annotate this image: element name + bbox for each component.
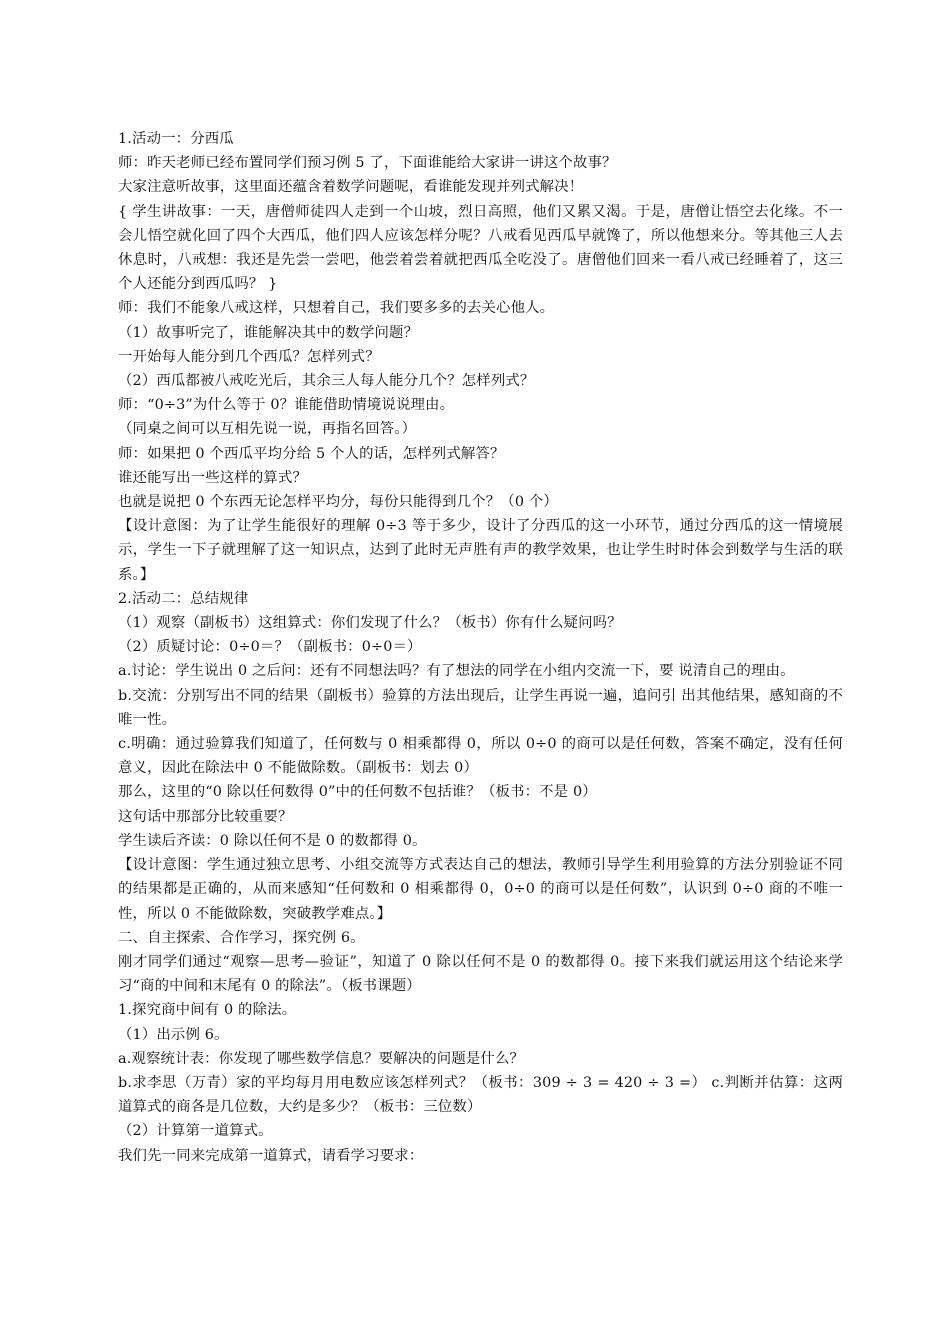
paragraph: a.观察统计表：你发现了哪些数学信息？要解决的问题是什么？ [118, 1050, 525, 1067]
paragraph: （1）故事听完了，谁能解决其中的数学问题？ [118, 324, 419, 341]
paragraph: c.明确：通过验算我们知道了，任何数与 0 相乘都得 0，所以 0÷0 的商可以是任何数，答案不确定，没有任何意义，因此在除法中 0 不能做除数。（副板书：划去 0） [118, 736, 843, 777]
paragraph: 这句话中那部分比较重要？ [118, 808, 293, 825]
paragraph: 刚才同学们通过“观察—思考—验证”，知道了 0 除以任何不是 0 的数都得 0。接下来我们就运用这个结论来学习“商的中间和末尾有 0 的除法”。（板书课题） [118, 953, 843, 995]
section-heading: 二、自主探索、合作学习，探究例 6。 [118, 929, 365, 946]
paragraph: 那么，这里的“0 除以任何数得 0”中的任何数不包括谁？（板书：不是 0） [118, 784, 597, 801]
design-intent-note: 【设计意图：学生通过独立思考、小组交流等方式表达自己的想法，教师引导学生利用验算的方法分别验证不同的结果都是正确的，从而来感知“任何数和 0 相乘都得 0，0÷0 的商可以是任何数”，认识到 0÷0 商的不唯一性，所以 0 不能做除数，突破教学难点。】 [118, 857, 843, 922]
document-body [118, 127, 843, 1168]
paragraph: 师：如果把 0 个西瓜平均分给 5 个人的话，怎样列式解答？ [118, 445, 505, 462]
paragraph: 师：昨天老师已经布置同学们预习例 5 了，下面谁能给大家讲一讲这个故事？ [118, 155, 617, 172]
paragraph: （2）质疑讨论：0÷0＝？（副板书：0÷0＝） [118, 639, 422, 656]
paragraph: 师：我们不能象八戒这样，只想着自己，我们要多多的去关心他人。 [118, 300, 555, 317]
paragraph: （1）出示例 6。 [118, 1026, 229, 1043]
paragraph: b.交流：分别写出不同的结果（副板书）验算的方法出现后，让学生再说一遍，追问引 出其他结果，感知商的不唯一性。 [118, 687, 843, 728]
heading-activity-2: 2.活动二：总结规律 [118, 590, 249, 607]
story-paragraph: { 学生讲故事：一天，唐僧师徒四人走到一个山坡，烈日高照，他们又累又渴。于是，唐僧让悟空去化缘。不一会儿悟空就化回了四个大西瓜，他们四人应该怎样分呢？八戒看见西瓜早就馋了，所以他想来分。等其他三人去休息时，八戒想：我还是先尝一尝吧，他尝着尝着就把西瓜全吃没了。唐僧他们回来一看八戒已经睡着了，这三个人还能分到西瓜吗？ } [118, 203, 843, 293]
heading-activity-1: 1.活动一：分西瓜 [118, 131, 234, 147]
paragraph: （2）计算第一道算式。 [118, 1123, 273, 1140]
paragraph: 大家注意听故事，这里面还蕴含着数学问题呢，看谁能发现并列式解决！ [118, 179, 584, 196]
paragraph: 谁还能写出一些这样的算式？ [118, 469, 308, 486]
paragraph: 我们先一同来完成第一道算式，请看学习要求： [118, 1147, 424, 1164]
paragraph: 学生读后齐读：0 除以任何不是 0 的数都得 0。 [118, 832, 427, 849]
paragraph: 也就是说把 0 个东西无论怎样平均分，每份只能得到几个？（0 个） [118, 494, 558, 511]
paragraph: 一开始每人能分到几个西瓜？怎样列式？ [118, 348, 380, 365]
paragraph: a.讨论：学生说出 0 之后问：还有不同想法吗？有了想法的同学在小组内交流一下，要 说清自己的理由。 [118, 663, 795, 680]
paragraph: （1）观察（副板书）这组算式：你们发现了什么？（板书）你有什么疑问吗？ [118, 615, 622, 632]
paragraph: （同桌之间可以互相先说一说，再指名回答。） [118, 421, 417, 438]
paragraph: 师：“0÷3”为什么等于 0？谁能借助情境说说理由。 [118, 397, 455, 414]
paragraph: b.求李思（万青）家的平均每月用电数应该怎样列式？（板书：309 ÷ 3 = 420 ÷ 3 =） c.判断并估算：这两道算式的商各是几位数，大约是多少？（板书：三位数） [118, 1074, 843, 1116]
design-intent-note: 【设计意图：为了让学生能很好的理解 0÷3 等于多少，设计了分西瓜的这一小环节，通过分西瓜的这一情境展示，学生一下子就理解了这一知识点，达到了此时无声胜有声的教学效果，也让学生时时体会到数学与生活的联系。】 [118, 518, 843, 583]
subsection-heading: 1.探究商中间有 0 的除法。 [118, 1002, 297, 1019]
paragraph: （2）西瓜都被八戒吃光后，其余三人每人能分几个？怎样列式？ [118, 373, 535, 390]
